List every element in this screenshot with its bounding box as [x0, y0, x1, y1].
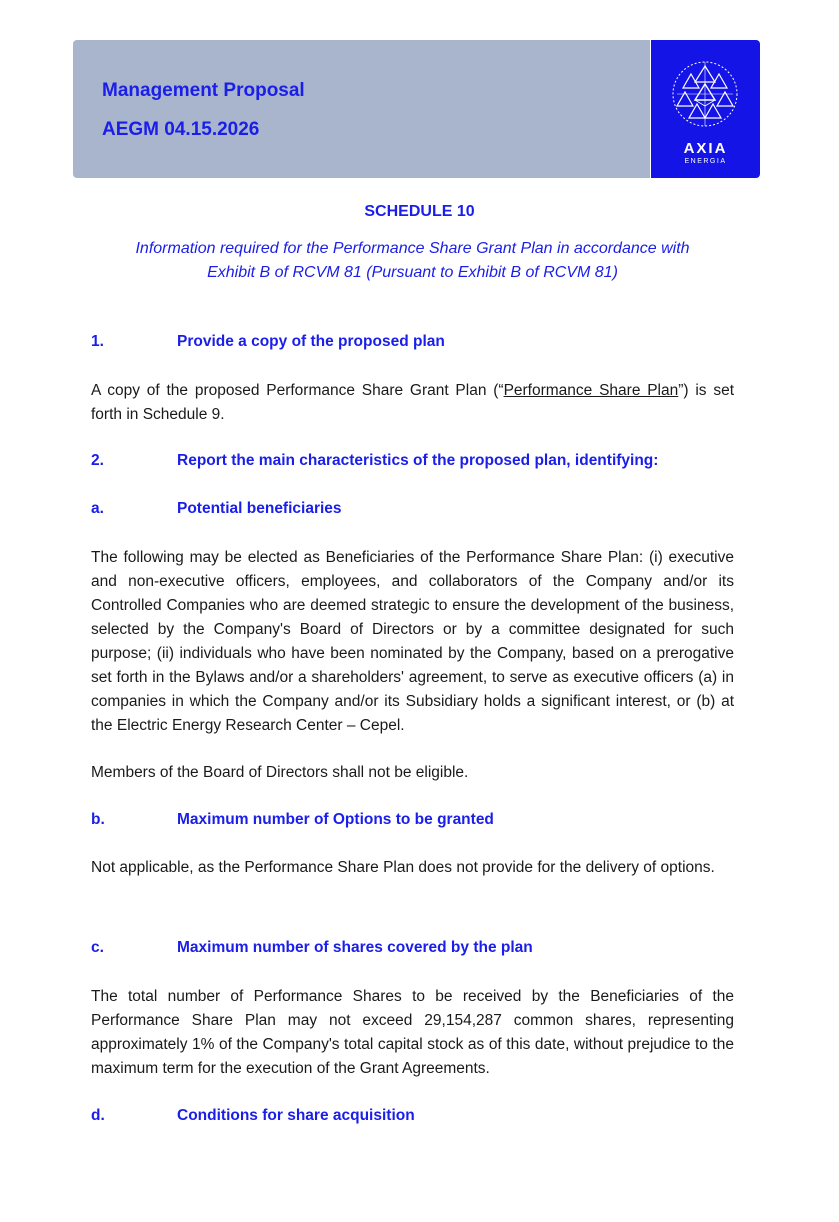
section-number: d. — [91, 1107, 105, 1124]
section-1-heading — [91, 333, 445, 351]
section-number: b. — [91, 811, 105, 828]
section-title: Report the main characteristics of the proposed plan, identifying: — [177, 452, 659, 469]
subsection-a-heading — [91, 500, 342, 518]
section-number: 1. — [91, 333, 104, 350]
section-title: Provide a copy of the proposed plan — [177, 333, 445, 350]
subsection-a-text: The following may be elected as Beneficiaries of the Performance Share Plan: (i) executive and non-executive officers, employees, and collaborators of the Company and/or its Controlled Companies who are deemed strategic to ensure the development of the business, selected by the Company's Board of Directors or by a committee designated for such purpose; (ii) individuals who have been nominated by the Company, based on a prerogative set forth in the Bylaws and/or a shareholders' agreement, to serve as executive officers (a) in companies in which the Company and/or its Subsidiary holds a significant interest, or (b) at the Electric Energy Research Center – Cepel. — [91, 549, 734, 734]
document-title: Management Proposal — [102, 80, 305, 101]
section-1-text: A copy of the proposed Performance Share Grant Plan (“Performance Share Plan”) is set forth in Schedule 9. — [91, 382, 735, 423]
section-number: c. — [91, 939, 104, 956]
subsection-a-note: Members of the Board of Directors shall not be eligible. — [91, 764, 469, 781]
globe-logo-icon — [671, 60, 739, 128]
header-band — [73, 40, 650, 178]
section-number: 2. — [91, 452, 104, 469]
subtitle-line-2: Exhibit B of RCVM 81 (Pursuant to Exhibit B of RCVM 81) — [207, 264, 618, 281]
logo-subtitle: ENERGIA — [684, 158, 727, 165]
meeting-date: AEGM 04.15.2026 — [102, 119, 260, 140]
section-2-heading — [91, 452, 658, 470]
subsection-c-text: The total number of Performance Shares to be received by the Beneficiaries of the Performance Share Plan may not exceed 29,154,287 common shares, representing approximately 1% of the Company's total capital stock as of this date, without prejudice to the maximum term for the execution of the Grant Agreements. — [91, 988, 734, 1077]
schedule-title: SCHEDULE 10 — [364, 203, 475, 220]
section-title: Maximum number of Options to be granted — [177, 811, 494, 828]
subsection-d-heading — [91, 1107, 415, 1125]
company-logo — [651, 40, 760, 178]
subsection-b-text: Not applicable, as the Performance Share Plan does not provide for the delivery of options. — [91, 859, 715, 876]
subtitle-line-1: Information required for the Performance Share Grant Plan in accordance with — [135, 240, 690, 257]
logo-wordmark: AXIA — [683, 140, 728, 157]
section-title: Conditions for share acquisition — [177, 1107, 415, 1124]
schedule-subtitle — [90, 237, 735, 285]
subsection-c-heading — [91, 939, 533, 957]
plan-name-underlined: Performance Share Plan — [503, 382, 679, 399]
section-title: Maximum number of shares covered by the plan — [177, 939, 533, 956]
section-title: Potential beneficiaries — [177, 500, 342, 517]
section-number: a. — [91, 500, 104, 517]
subsection-b-heading — [91, 811, 494, 829]
